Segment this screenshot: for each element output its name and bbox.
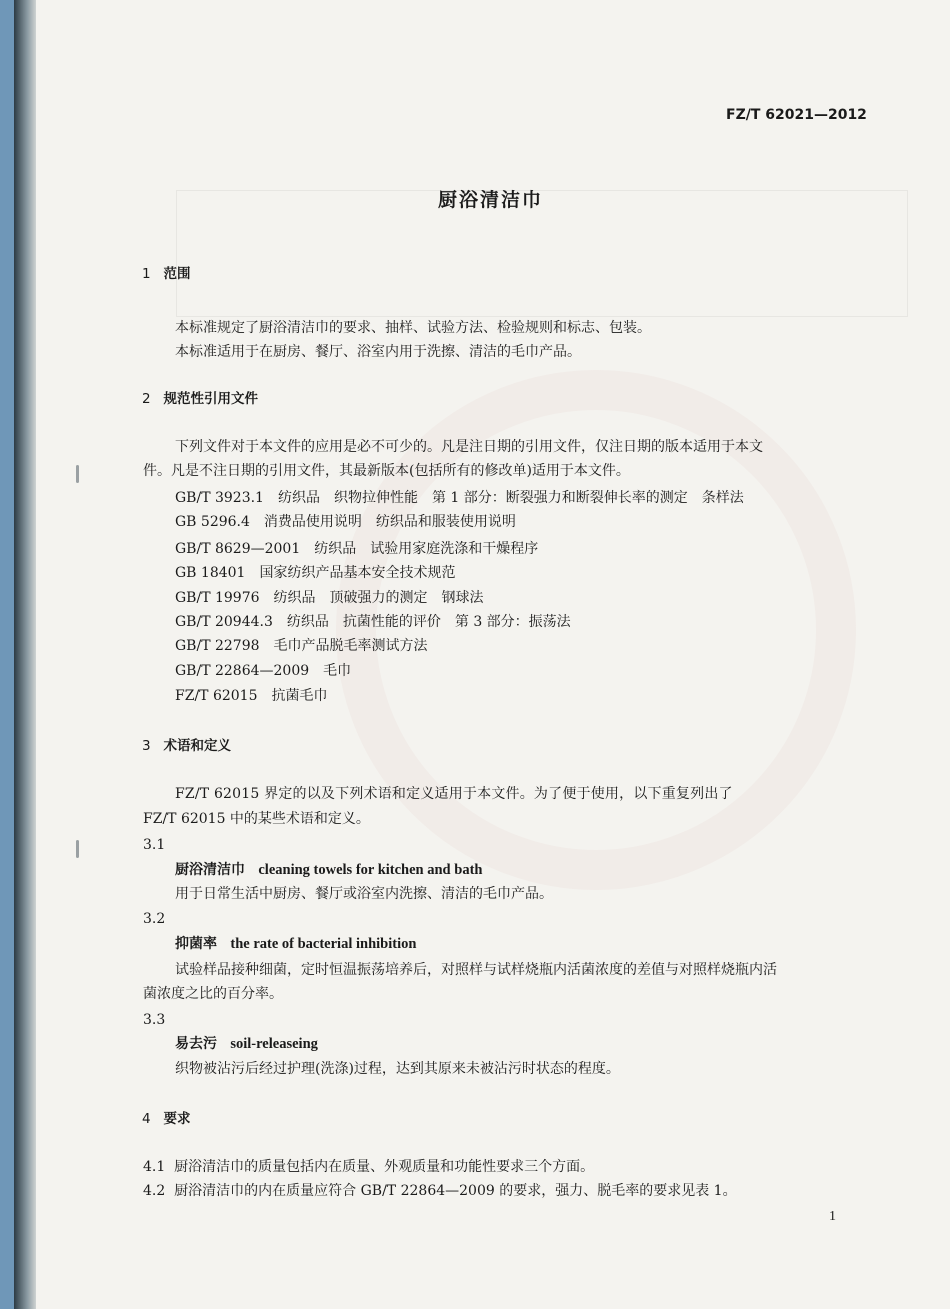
standard-number: FZ/T 62021—2012 bbox=[726, 107, 867, 123]
term-number: 3.2 bbox=[143, 911, 166, 927]
section-number: 4 bbox=[142, 1111, 151, 1127]
term-definition: 试验样品接种细菌，定时恒温振荡培养后，对照样与试样烧瓶内活菌浓度的差值与对照样烧瓶内活 bbox=[175, 962, 777, 978]
requirement-item bbox=[143, 1182, 737, 1200]
reference-item: GB 18401 国家纺织产品基本安全技术规范 bbox=[175, 565, 456, 581]
section-number: 2 bbox=[142, 391, 151, 407]
section-1-heading bbox=[142, 265, 190, 283]
section-3-heading bbox=[142, 737, 231, 755]
reference-item: GB/T 3923.1 纺织品 织物拉伸性能 第 1 部分：断裂强力和断裂伸长率的测定 条样法 bbox=[175, 490, 744, 506]
binding-edge bbox=[0, 0, 14, 1309]
paragraph: FZ/T 62015 中的某些术语和定义。 bbox=[143, 811, 370, 827]
paragraph: 件。凡是不注日期的引用文件，其最新版本(包括所有的修改单)适用于本文件。 bbox=[143, 463, 630, 479]
term-number: 3.3 bbox=[143, 1012, 166, 1028]
page-number: 1 bbox=[829, 1209, 836, 1224]
item-number: 4.2 bbox=[143, 1183, 166, 1199]
paragraph: 本标准适用于在厨房、餐厅、浴室内用于洗擦、清洁的毛巾产品。 bbox=[175, 344, 581, 360]
item-number: 4.1 bbox=[143, 1159, 166, 1175]
reference-item: GB/T 22798 毛巾产品脱毛率测试方法 bbox=[175, 638, 428, 654]
reference-item: GB/T 8629—2001 纺织品 试验用家庭洗涤和干燥程序 bbox=[175, 541, 539, 557]
term-en: the rate of bacterial inhibition bbox=[230, 936, 417, 952]
section-title: 术语和定义 bbox=[163, 738, 231, 754]
section-title: 要求 bbox=[163, 1111, 191, 1127]
term-heading bbox=[175, 861, 482, 879]
requirement-item bbox=[143, 1158, 594, 1176]
term-en: cleaning towels for kitchen and bath bbox=[258, 862, 483, 878]
item-text: 厨浴清洁巾的质量包括内在质量、外观质量和功能性要求三个方面。 bbox=[174, 1159, 595, 1175]
item-text: 厨浴清洁巾的内在质量应符合 GB/T 22864—2009 的要求，强力、脱毛率的要求见表 1。 bbox=[174, 1183, 737, 1199]
page-shadow bbox=[14, 0, 36, 1309]
term-heading bbox=[175, 935, 416, 953]
section-4-heading bbox=[142, 1110, 190, 1128]
section-2-heading bbox=[142, 390, 258, 408]
term-cn: 抑菌率 bbox=[175, 936, 217, 952]
paragraph: 本标准规定了厨浴清洁巾的要求、抽样、试验方法、检验规则和标志、包装。 bbox=[175, 320, 651, 336]
term-heading bbox=[175, 1035, 318, 1053]
paragraph: 下列文件对于本文件的应用是必不可少的。凡是注日期的引用文件，仅注日期的版本适用于本文 bbox=[175, 439, 763, 455]
reference-item: GB/T 20944.3 纺织品 抗菌性能的评价 第 3 部分：振荡法 bbox=[175, 614, 571, 630]
term-definition: 用于日常生活中厨房、餐厅或浴室内洗擦、清洁的毛巾产品。 bbox=[175, 886, 553, 902]
document-title: 厨浴清洁巾 bbox=[438, 189, 544, 211]
term-definition: 织物被沾污后经过护理(洗涤)过程，达到其原来未被沾污时状态的程度。 bbox=[175, 1061, 620, 1077]
reference-item: FZ/T 62015 抗菌毛巾 bbox=[175, 688, 328, 704]
term-definition: 菌浓度之比的百分率。 bbox=[143, 986, 283, 1002]
paragraph: FZ/T 62015 界定的以及下列术语和定义适用于本文件。为了便于使用，以下重复列出了 bbox=[175, 786, 733, 802]
term-number: 3.1 bbox=[143, 837, 166, 853]
term-cn: 易去污 bbox=[175, 1036, 217, 1052]
section-number: 1 bbox=[142, 266, 151, 282]
stitch-mark bbox=[76, 465, 79, 483]
stitch-mark bbox=[76, 840, 79, 858]
section-number: 3 bbox=[142, 738, 151, 754]
section-title: 范围 bbox=[163, 266, 191, 282]
reference-item: GB/T 22864—2009 毛巾 bbox=[175, 663, 352, 679]
reference-item: GB/T 19976 纺织品 顶破强力的测定 钢球法 bbox=[175, 590, 484, 606]
term-en: soil-releaseing bbox=[230, 1036, 318, 1052]
term-cn: 厨浴清洁巾 bbox=[175, 862, 245, 878]
section-title: 规范性引用文件 bbox=[163, 391, 258, 407]
reference-item: GB 5296.4 消费品使用说明 纺织品和服装使用说明 bbox=[175, 514, 516, 530]
